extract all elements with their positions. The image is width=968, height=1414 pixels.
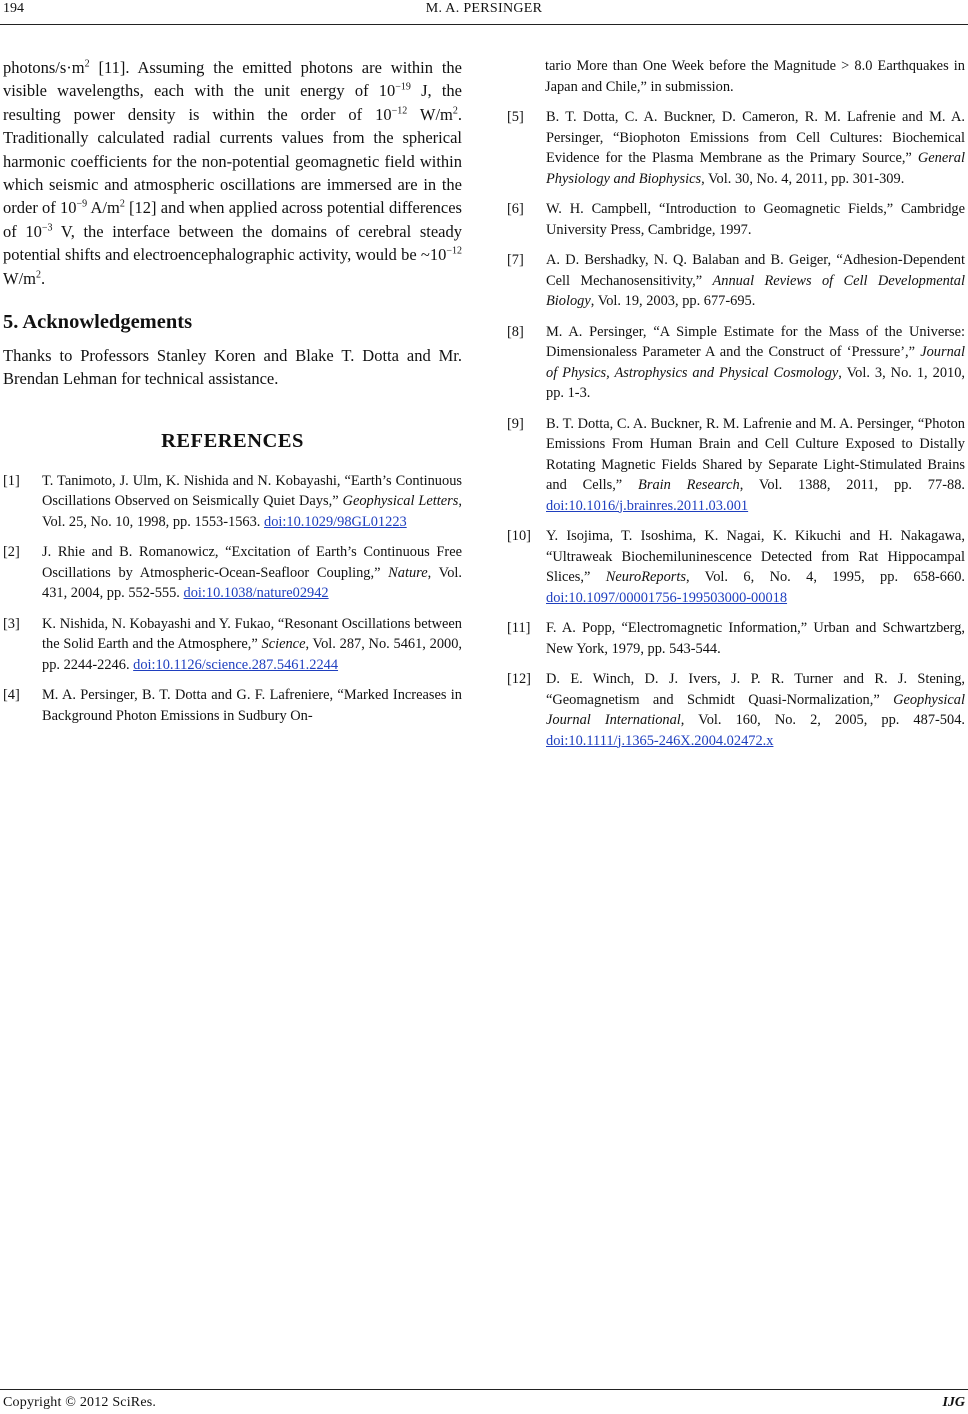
doi-link[interactable]: doi:10.1038/nature02942 (183, 585, 329, 602)
section-heading-acknowledgements: 5. Acknowledgements (3, 311, 193, 334)
journal-abbreviation: IJG (942, 1395, 965, 1410)
doi-link[interactable]: doi:10.1111/j.1365-246X.2004.02472.x (546, 732, 774, 749)
acknowledgements-text: Thanks to Professors Stanley Koren and Blake T. Dotta and Mr. Brendan Lehman for technical assistance. (3, 346, 462, 389)
reference-item: [9] B. T. Dotta, C. A. Buckner, R. M. Lafrenie and M. A. Persinger, “Photon Emissions From Human Brain and Cell Culture Exposed to Distally Rotating Magnetic Fields Shared by Separate Light-Stimulated Brains and Cells,” Brain Research, Vol. 1388, 2011, pp. 77-88. doi:10.1016/j.brainres.2011.03.001 (507, 415, 965, 514)
reference-list-left (3, 471, 462, 727)
page-number: 194 (3, 1, 24, 16)
reference-item: [11] F. A. Popp, “Electromagnetic Information,” Urban and Schwartzberg, New York, 1979, pp. 543-544. (507, 620, 965, 657)
footer-rule (0, 1389, 968, 1390)
doi-link[interactable]: doi:10.1016/j.brainres.2011.03.001 (546, 497, 749, 514)
reference-item: [8] M. A. Persinger, “A Simple Estimate for the Mass of the Universe: Dimensionaless Parameter A and the Construct of ‘Pressure’,” Journal of Physics, Astrophysics and Physical Cosmology, Vol. 3, No. 1, 2010, pp. 1-3. (507, 323, 965, 401)
header-rule (0, 24, 968, 25)
running-head: M. A. PERSINGER (425, 1, 543, 16)
doi-link[interactable]: doi:10.1097/00001756-199503000-00018 (546, 589, 788, 606)
copyright-notice: Copyright © 2012 SciRes. (3, 1395, 157, 1410)
right-column (507, 56, 965, 761)
reference-item: [1] T. Tanimoto, J. Ulm, K. Nishida and N. Kobayashi, “Earth’s Continuous Oscillations Observed on Seismically Quiet Days,” Geophysical Letters, Vol. 25, No. 10, 1998, pp. 1553-1563. doi:10.1029/98GL01223 (3, 472, 462, 530)
reference-item: [2] J. Rhie and B. Romanowicz, “Excitation of Earth’s Continuous Free Oscillations by Atmospheric-Ocean-Seafloor Coupling,” Nature, Vol. 431, 2004, pp. 552-555. doi:10.1038/nature02942 (3, 544, 463, 602)
reference-continuation: tario More than One Week before the Magnitude > 8.0 Earthquakes in Japan and Chile,” in submission. (545, 58, 965, 95)
body-paragraph: photons/$s\cdot m^2$ [11]. Assuming the emitted photons are within the visible wavelengths, each with the unit energy of $10^{-19}$ J, the resulting power density is within the order of $10^{-12}$ $W/m^2$. Traditionally calculated radial currents values from the spherical harmonic coefficients for the non-potential geomagnetic field within which seismic and atmospheric oscillations are immersed are in the order of $10^{-9}$ $A/m^2$ [12] and when applied across potential differences of $10^{-3}$ V, the interface between the domains of cerebral steady potential shifts and electroencephalographic activity, would be $\sim 10^{-12}$ $W/m^2$. (3, 58, 462, 288)
reference-item: [10] Y. Isojima, T. Isoshima, K. Nagai, K. Kikuchi and H. Nakagawa, “Ultraweak Biochemiluninescence Detected from Rat Hippocampal Slices,” NeuroReports, Vol. 6, No. 4, 1995, pp. 658-660. doi:10.1097/00001756-199503000-00018 (507, 528, 965, 606)
reference-item: [4] M. A. Persinger, B. T. Dotta and G. F. Lafreniere, “Marked Increases in Background Photon Emissions in Sudbury On- (3, 687, 462, 724)
reference-item: [5] B. T. Dotta, C. A. Buckner, D. Cameron, R. M. Lafrenie and M. A. Persinger, “Biophoton Emissions from Cell Cultures: Biochemical Evidence for the Plasma Membrane as the Primary Source,” General Physiology and Biophysics, Vol. 30, No. 4, 2011, pp. 301-309. (507, 109, 965, 187)
doi-link[interactable]: doi:10.1029/98GL01223 (264, 513, 407, 530)
reference-item: [7] A. D. Bershadky, N. Q. Balaban and B. Geiger, “Adhesion-Dependent Cell Mechanosensitivity,” Annual Reviews of Cell Developmental Biology, Vol. 19, 2003, pp. 677-695. (507, 252, 965, 309)
reference-item: [6] W. H. Campbell, “Introduction to Geomagnetic Fields,” Cambridge University Press, Cambridge, 1997. (507, 201, 965, 238)
doi-link[interactable]: doi:10.1126/science.287.5461.2244 (133, 656, 339, 673)
left-column (3, 56, 462, 736)
reference-item: [3] K. Nishida, N. Kobayashi and Y. Fukao, “Resonant Oscillations between the Solid Earth and the Atmosphere,” Science, Vol. 287, No. 5461, 2000, pp. 2244-2246. doi:10.1126/science.287.5461.2244 (3, 615, 463, 673)
reference-item: [12] D. E. Winch, D. J. Ivers, J. P. R. Turner and R. J. Stening, “Geomagnetism and Schmidt Quasi-Normalization,” Geophysical Journal International, Vol. 160, No. 2, 2005, pp. 487-504. doi:10.1111/j.1365-246X.2004.02472.x (507, 671, 965, 749)
references-heading: REFERENCES (161, 429, 304, 452)
